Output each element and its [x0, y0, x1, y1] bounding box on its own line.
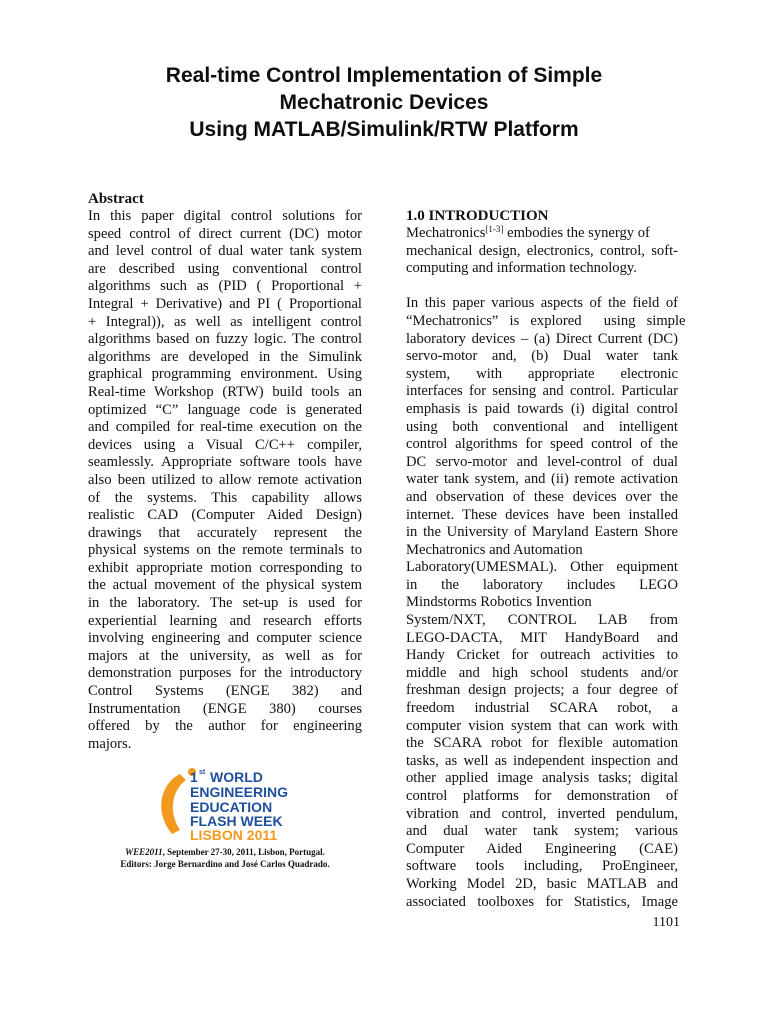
text-line-content: System/NXT, CONTROL LAB from: [406, 612, 678, 629]
text-line: [406, 788, 678, 806]
text-line-content: computer vision system that can work with: [406, 717, 678, 734]
text-line-content: Handy Cricket for outreach activities to: [406, 647, 678, 664]
page-number: 1101: [652, 915, 680, 930]
text-line: [88, 648, 362, 666]
text-line: [88, 331, 362, 349]
text-line: [88, 366, 362, 384]
text-line-content: majors at the university, as well as for: [88, 647, 362, 664]
text-line-content: software tools including, ProEngineer,: [406, 858, 678, 875]
text-line: [88, 507, 362, 525]
text-line: [88, 542, 362, 560]
text-line-content: system, with appropriate electronic: [406, 365, 678, 382]
text-line-content: speed control of direct current (DC) motor: [88, 225, 362, 242]
text-line: [406, 823, 678, 841]
text-line-content: Real-time Workshop (RTW) build tools an: [88, 383, 362, 400]
text-line-content: “Mechatronics” is explored using simple: [406, 312, 686, 329]
text-line: [88, 208, 362, 226]
text-line: [88, 472, 362, 490]
citation: [1-3]: [485, 224, 504, 234]
caption-conference: WEE2011: [125, 847, 163, 857]
text-line: [406, 559, 678, 577]
text-line: [406, 876, 678, 894]
text-line: [88, 384, 362, 402]
text-line-content: in the laboratory includes LEGO: [406, 576, 678, 593]
text-line-content: LEGO-DACTA, MIT HandyBoard and: [406, 629, 678, 646]
text-line: [88, 525, 362, 543]
text-line-content: and compiled for real-time execution on the: [88, 419, 362, 436]
text-line: [406, 489, 678, 507]
text-line: [406, 894, 678, 912]
wee2011-logo: [150, 760, 302, 842]
logo-line-engineering: ENGINEERING: [190, 784, 289, 800]
text-line: [406, 348, 678, 366]
text-line-content: the actual movement of the physical system: [88, 577, 362, 594]
text-line: [406, 753, 678, 771]
text-line: [88, 314, 362, 332]
text-line-content: Integral + Derivative) and PI ( Proportional: [88, 295, 362, 312]
text-line: [406, 770, 678, 788]
text-line: [406, 524, 678, 542]
introduction-para-2: [406, 295, 686, 911]
abstract-text: [88, 208, 362, 753]
text-line-content: also been utilized to allow remote activation: [88, 471, 362, 488]
text-line: [406, 612, 678, 630]
text-line-content: Control Systems (ENGE 382) and: [88, 683, 362, 700]
text-line-content: the SCARA robot for flexible automation: [406, 735, 678, 752]
paper-title: [80, 62, 688, 143]
mechatronics-word: Mechatronics: [406, 225, 486, 241]
right-column: [406, 207, 686, 911]
text-line-content: and dual water tank system; various: [406, 823, 678, 840]
text-line-content: Mindstorms Robotics Invention: [406, 594, 592, 611]
text-line-content: involving engineering and computer science: [88, 630, 362, 647]
text-line-content: demonstration purposes for the introductory: [88, 665, 362, 682]
text-line-content: seamlessly. Appropriate software tools have: [88, 454, 362, 471]
text-line-content: are described using conventional control: [88, 260, 362, 277]
text-line-content: middle and high school students and/or: [406, 664, 678, 681]
text-line-content: and observation of these devices over the: [406, 488, 678, 505]
text-line: [406, 806, 678, 824]
text-line-content: interfaces for sensing and control. Particular: [406, 383, 678, 400]
text-line: [88, 226, 362, 244]
text-line: [88, 665, 362, 683]
text-line: [88, 490, 362, 508]
text-line: [88, 419, 362, 437]
text-line: [406, 665, 678, 683]
text-line: [406, 312, 686, 331]
text-line: [406, 841, 678, 859]
text-line: [88, 454, 362, 472]
text-line: [88, 560, 362, 578]
logo-line-world: WORLD: [210, 769, 263, 785]
text-line-content: laboratory devices – (a) Direct Current (DC): [406, 330, 678, 347]
text-line: [406, 471, 678, 489]
text-line: [88, 577, 362, 595]
text-line-content: DC servo-motor and level-control of dual: [406, 453, 678, 470]
text-line-content: graphical programming environment. Using: [88, 366, 362, 383]
logo-badge-number: 1: [190, 769, 198, 785]
text-line-content: vibration and control, inverted pendulum,: [406, 805, 678, 822]
text-line: [406, 295, 678, 313]
text-line: [406, 647, 678, 665]
text-line-content: emphasis is paid towards (i) digital control: [406, 400, 678, 417]
text-line: [406, 243, 678, 261]
text-line: [406, 577, 678, 595]
logo-line-flash-week: FLASH WEEK: [190, 813, 283, 829]
text-line-content: associated toolboxes for Statistics, Image: [406, 893, 678, 910]
text-line-content: Working Model 2D, basic MATLAB and: [406, 875, 678, 892]
text-line-content: freedom industrial SCARA robot, a: [406, 700, 678, 717]
text-line-content: and level control of dual water tank system: [88, 243, 362, 260]
text-line: [88, 718, 362, 736]
text-line: [88, 595, 362, 613]
text-line-content: devices using a Visual C/C++ compiler,: [88, 436, 362, 453]
text-line-content: mechanical design, electronics, control, soft-: [406, 242, 678, 259]
text-line: [88, 437, 362, 455]
text-line: [406, 858, 678, 876]
caption-editors: Editors: Jorge Bernardino and José Carlos Quadrado.: [120, 859, 330, 869]
text-line-content: optimized “C” language code is generated: [88, 401, 362, 418]
text-line-content: servo-motor and, (b) Dual water tank: [406, 348, 678, 365]
text-line-content: algorithms based on fuzzy logic. The control: [88, 331, 362, 348]
text-line-content: in the laboratory. The set-up is used for: [88, 595, 362, 612]
text-line-content: + Integral)), as well as intelligent control: [88, 313, 362, 330]
text-line: [406, 630, 678, 648]
text-line: [406, 507, 678, 525]
text-line-content: majors.: [88, 735, 132, 752]
text-line: [88, 630, 362, 648]
logo-swoosh: [161, 774, 186, 834]
text-line-content: physical systems on the remote terminals to: [88, 542, 362, 559]
text-line-content: tasks, as well as independent inspection and: [406, 752, 678, 769]
text-line-content: freshman design projects; a four degree of: [406, 682, 678, 699]
text-line: [88, 701, 362, 719]
text-line: [88, 261, 362, 279]
text-line: [406, 366, 678, 384]
text-line-content: control algorithms for speed control of the: [406, 436, 678, 453]
text-line: [406, 383, 678, 401]
title-line: Mechatronic Devices: [279, 91, 489, 114]
text-line-content: computing and information technology.: [406, 260, 637, 277]
text-line: [406, 454, 678, 472]
text-line: [406, 436, 678, 454]
text-line-content: Laboratory(UMESMAL). Other equipment: [406, 559, 678, 576]
text-line-content: using both conventional and intelligent: [406, 418, 678, 435]
text-line: [88, 278, 362, 296]
title-line: Using MATLAB/Simulink/RTW Platform: [189, 118, 579, 141]
text-line-content: offered by the author for engineering: [88, 718, 362, 735]
abstract-heading: Abstract: [88, 191, 144, 207]
text-line-content: realistic CAD (Computer Aided Design): [88, 507, 362, 524]
text-line-content: In this paper various aspects of the field of: [406, 295, 678, 312]
text-line-content: Instrumentation (ENGE 380) courses: [88, 700, 362, 717]
text-line-content: In this paper digital control solutions for: [88, 208, 362, 224]
text-line: [406, 594, 678, 612]
text-line-end: embodies the synergy of: [503, 225, 650, 241]
logo-line-lisbon: LISBON 2011: [190, 827, 278, 842]
text-line-content: water tank system, and (ii) remote activation: [406, 471, 678, 488]
text-line: [88, 613, 362, 631]
left-column: [88, 190, 362, 753]
text-line-content: internet. These devices have been installed: [406, 506, 678, 523]
text-line-content: algorithms are developed in the Simulink: [88, 348, 362, 365]
text-line-content: experiential learning and research efforts: [88, 612, 362, 629]
text-line-content: control platforms for demonstration of: [406, 788, 678, 804]
text-line-content: algorithms such as (PID ( Proportional +: [88, 278, 362, 295]
text-line-content: of the systems. This capability allows: [88, 489, 362, 506]
text-line: [88, 683, 362, 701]
introduction-para-1: [406, 225, 678, 278]
text-line: [406, 718, 678, 736]
introduction-heading: 1.0 INTRODUCTION: [406, 208, 549, 224]
text-line: [406, 542, 678, 560]
text-line: [406, 260, 678, 278]
text-line: [406, 225, 678, 243]
title-line: Real-time Control Implementation of Simple: [165, 64, 603, 87]
text-line: [406, 419, 678, 437]
text-line: [88, 296, 362, 314]
text-line-content: other applied image analysis tasks; digital: [406, 770, 678, 787]
logo-line-education: EDUCATION: [190, 799, 273, 815]
text-line: [406, 401, 678, 419]
text-line: [406, 735, 678, 753]
text-line-content: Mechatronics and Automation: [406, 541, 583, 558]
text-line: [88, 402, 362, 420]
text-line-content: Computer Aided Engineering (CAE): [406, 840, 678, 857]
text-line: [406, 700, 678, 718]
text-line-content: in the University of Maryland Eastern Shore: [406, 524, 678, 541]
text-line: [88, 349, 362, 367]
text-line-content: drawings that accurately represent the: [88, 524, 362, 541]
caption-dates: , September 27-30, 2011, Lisbon, Portugal.: [162, 847, 325, 857]
text-line: [406, 331, 678, 349]
text-line: [88, 736, 362, 754]
text-line: [406, 682, 678, 700]
logo-badge-suffix: st: [199, 769, 206, 776]
text-line-content: exhibit appropriate motion corresponding to: [88, 559, 362, 576]
text-line: [88, 243, 362, 261]
logo-caption: [88, 846, 362, 870]
